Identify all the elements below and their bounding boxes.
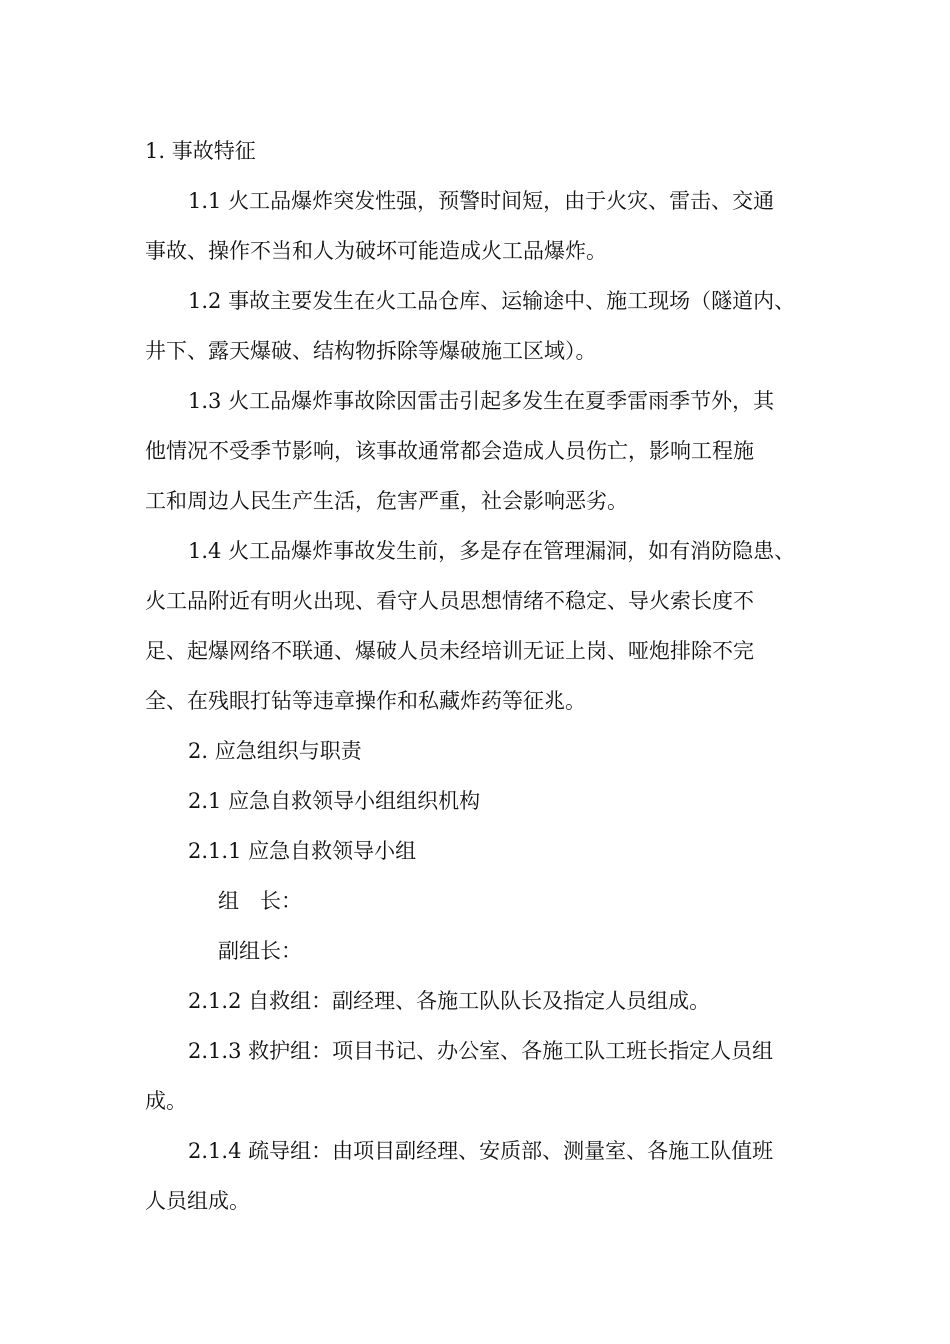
paragraph-line: 成。 [145,1089,187,1113]
role-group-leader: 组 长： [218,889,302,913]
paragraph-line: 1.2 事故主要发生在火工品仓库、运输途中、施工现场（隧道内、 [188,289,796,313]
paragraph-line: 井下、露天爆破、结构物拆除等爆破施工区域）。 [145,339,597,363]
paragraph-line: 人员组成。 [145,1189,250,1213]
heading-accident-features: 1. 事故特征 [145,139,256,163]
paragraph-line: 2.1.4 疏导组：由项目副经理、安质部、测量室、各施工队值班 [188,1139,774,1163]
paragraph-line: 足、起爆网络不联通、爆破人员未经培训无证上岗、哑炮排除不完 [145,639,754,663]
paragraph-line: 工和周边人民生产生活，危害严重，社会影响恶劣。 [145,489,628,513]
paragraph-line: 他情况不受季节影响，该事故通常都会造成人员伤亡，影响工程施 [145,439,754,463]
paragraph-line: 全、在残眼打钻等违章操作和私藏炸药等征兆。 [145,689,586,713]
paragraph-line: 2.1.3 救护组：项目书记、办公室、各施工队工班长指定人员组 [188,1039,774,1063]
subheading-leading-group: 2.1.1 应急自救领导小组 [188,839,417,863]
heading-emergency-organization: 2. 应急组织与职责 [188,739,362,763]
paragraph-line: 事故、操作不当和人为破坏可能造成火工品爆炸。 [145,239,607,263]
paragraph-line: 1.1 火工品爆炸突发性强，预警时间短，由于火灾、雷击、交通 [188,189,775,213]
paragraph-line: 1.4 火工品爆炸事故发生前，多是存在管理漏洞，如有消防隐患、 [188,539,796,563]
paragraph-line: 火工品附近有明火出现、看守人员思想情绪不稳定、导火索长度不 [145,589,754,613]
role-deputy-leader: 副组长： [218,939,302,963]
paragraph-line: 1.3 火工品爆炸事故除因雷击引起多发生在夏季雷雨季节外，其 [188,389,775,413]
subheading-organization-structure: 2.1 应急自救领导小组组织机构 [188,789,481,813]
paragraph-line: 2.1.2 自救组：副经理、各施工队队长及指定人员组成。 [188,989,711,1013]
